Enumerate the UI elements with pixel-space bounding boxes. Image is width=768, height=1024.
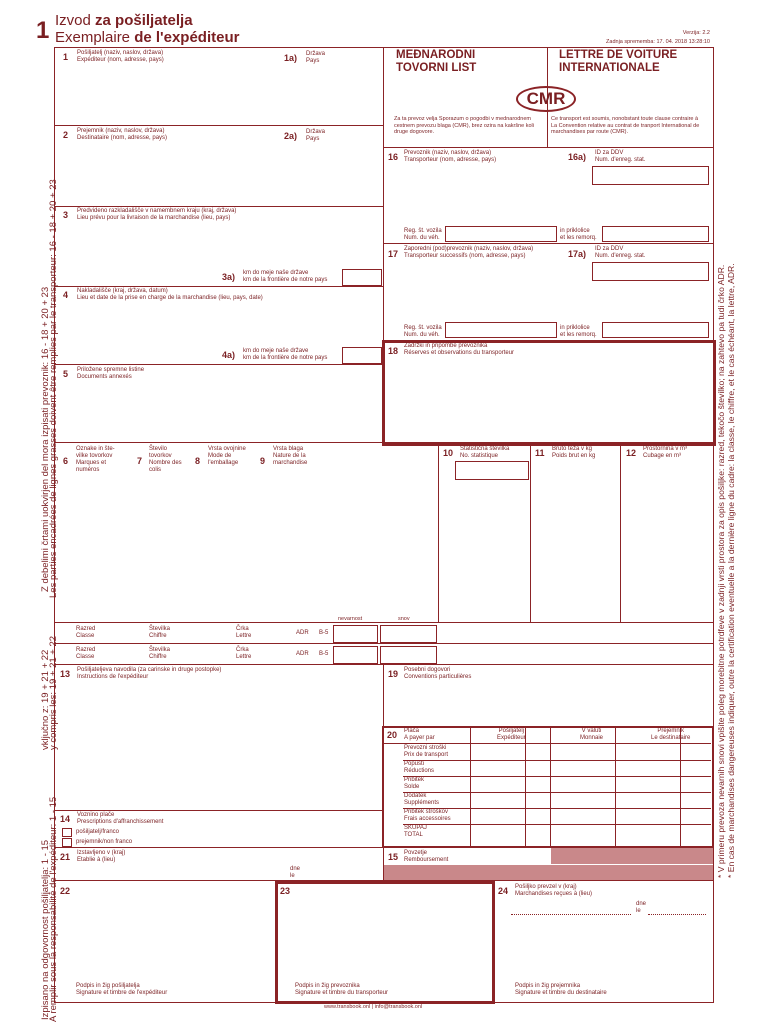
adr-row1-b5: B-5 [319,630,329,636]
field-9-label-slo: Vrsta blaga [273,446,304,452]
payment-cell-sender[interactable] [471,777,525,791]
payment-cell-currency-a[interactable] [526,761,550,775]
adr-row1-class-label-slo: Razred [76,626,96,632]
field-2a-label-fr: Pays [306,136,320,142]
field-17a-input[interactable] [592,262,709,281]
adr-row2-letter-label-fr: Lettre [236,654,252,660]
col-currency-slo: V valuti [581,728,602,734]
payment-row-label [404,777,424,791]
col-consignee [651,728,690,742]
payment-cell-sender[interactable] [471,793,525,807]
field-24-place-line[interactable] [511,914,631,915]
payment-row-label-fr: Prix de transport [404,752,449,758]
field-16-number: 16 [388,152,399,162]
field-7-label [149,446,189,474]
field-5-label-fr: Documents annexés [77,374,132,380]
field-21-label-slo: Izstavljeno v (kraj) [77,850,126,856]
field-5-number: 5 [63,369,69,379]
adr-row1-class-label [76,626,95,640]
left-note-1: Z debelimi črtami uokvirjen del mora izpisati prevoznik: 16 - 18 + 20 + 23 [40,286,51,592]
field-15-label [404,850,448,864]
payment-cell-consignee[interactable] [616,793,680,807]
field-1-label-fr: Expéditeur (nom, adresse, pays) [77,57,164,63]
field-3-label-slo: Predvideno razkladališče v namembnem kraju (kraj, država) [77,208,237,214]
left-note-5: Izpisano na odgovornost pošiljatelja: 1 - 15 [40,839,51,1020]
field-21-label [77,850,125,864]
field-12-label-fr: Cubage en m³ [643,453,682,459]
adr-row2-danger-input[interactable] [333,646,378,664]
adr-row2-substance-input[interactable] [380,646,437,664]
franco-label: pošiljatelj/franco [76,829,120,835]
field-1a-label-fr: Pays [306,58,320,64]
adr-row1-adr: ADR [296,630,309,636]
adr-row1-letter-label-slo: Črka [236,626,249,632]
non-franco-label: prejemnik/non franco [76,839,133,845]
field-17-label-slo: Zaporedni (pod)prevoznik (naziv, naslov, država) [404,246,534,252]
field-17a-label [595,246,646,260]
adr-row1-substance-input[interactable] [380,625,437,643]
copy-number: 1 [36,17,50,44]
signature-22-label-slo: Podpis in žig pošiljatelja [76,983,140,989]
field-22-number: 22 [60,886,71,896]
field-8-number: 8 [195,456,201,466]
field-20-label-slo: Plača [404,728,420,734]
left-note-2: Les parties encadrées de lignes grasses doivent être remplies par le transporteur: 16 - 18 + 20 + 23 [48,179,59,598]
signature-22-label [76,983,167,997]
signature-23-label-slo: Podpis in žig prevoznika [295,983,360,989]
payment-row-label-fr: Solde [404,784,420,790]
field-1a-number: 1a) [284,53,298,63]
payment-cell-currency-b[interactable] [551,745,615,759]
payment-cell-currency-b[interactable] [551,761,615,775]
field-15-number: 15 [388,852,399,862]
field-21-date-label-fr: le [290,873,295,879]
payment-cell-consignee[interactable] [616,745,680,759]
copy-title-slo-b: za pošiljatelja [95,12,193,29]
field-2-label [77,128,167,142]
field-2-number: 2 [63,130,69,140]
adr-row2-number-label [149,647,170,661]
field-17a-number: 17a) [568,249,587,259]
field-23-number: 23 [280,886,291,896]
field-15-shaded-bar [384,865,713,880]
field-16-label-slo: Prevoznik (naziv, naslov, država) [404,150,492,156]
field-21-date-label [290,866,300,880]
field-4-number: 4 [63,290,69,300]
payment-cell-sender[interactable] [471,825,525,839]
field-20-label-fr: A payer par [404,735,435,741]
payment-row-label-fr: TOTAL [404,832,423,838]
field-20-number: 20 [387,730,398,740]
field-17-label-fr: Transporteur successifs (nom, adresse, pays) [404,253,526,259]
field-2a-number: 2a) [284,131,298,141]
payment-row-label [404,745,448,759]
field-19-label-fr: Conventions particulières [404,674,472,680]
field-16a-input[interactable] [592,166,709,185]
field-10-input[interactable] [455,461,529,480]
field-4a-label-slo: km do meje naše države [243,348,309,354]
franco-checkbox[interactable] [62,828,72,837]
payment-row-label-slo: Pribitek [404,777,425,783]
field-4a-input[interactable] [342,347,382,364]
field-8-label [208,446,253,467]
field-18-label [404,343,514,357]
field-17-trailer-label-slo: in priklolice [560,325,590,331]
field-9-number: 9 [260,456,266,466]
field-8-label-slo: Vrsta ovojnine [208,446,246,452]
field-1-label-slo: Pošiljatelj (naziv, naslov, država) [77,50,164,56]
payment-row-label-slo: Prevozni stroški [404,745,447,751]
copy-title-fr-a: Exemplaire [55,29,131,46]
payment-cell-consignee[interactable] [616,761,680,775]
payment-row-label-slo: SKUPAJ [404,825,427,831]
payment-cell-sender[interactable] [471,745,525,759]
adr-row2-class-label-fr: Classe [76,654,95,660]
field-11-label-fr: Poids brut en kg [552,453,596,459]
adr-row2-letter-label-slo: Črka [236,647,249,653]
field-1-input[interactable] [58,66,378,122]
payment-cell-currency-a[interactable] [526,745,550,759]
field-16-label [404,150,496,164]
payment-row-label-slo: Pribitek stroškov [404,809,449,815]
field-16-reg-label [404,228,442,242]
field-16a-label-fr: Num. d'enreg. stat. [595,157,646,163]
field-13-number: 13 [60,669,71,679]
title-fr-line2: INTERNATIONALE [559,62,660,74]
field-2a-label [306,129,325,143]
signature-23-label-fr: Signature et timbre du transporteur [295,990,389,996]
field-3-label-fr: Lieu prévu pour la livraison de la marchandise (lieu, pays) [77,215,231,221]
field-17-reg-label-slo: Reg. št. vozila [404,325,442,331]
field-4a-label [243,348,327,362]
field-17-trailer-label [560,325,597,339]
field-16-reg-label-slo: Reg. št. vozila [404,228,442,234]
payment-cell-currency-b[interactable] [551,809,615,823]
adr-row1-letter-label [236,626,251,640]
col-consignee-slo: Prejemnik [657,728,685,734]
field-1-number: 1 [63,52,69,62]
field-1-label [77,50,164,64]
adr-row1-letter-label-fr: Lettre [236,633,252,639]
field-3a-input[interactable] [342,269,382,286]
left-note-6: A remplir sous la responsabilité de l'expéditeur: 1 - 15 [48,796,59,1022]
field-19-label-slo: Posebni dogovori [404,667,451,673]
adr-row2-letter-label [236,647,251,661]
adr-snov-header: snov [398,616,410,622]
footer-links[interactable]: www.transbook.onl | info@transbook.onl [324,1004,423,1010]
field-16-reg-label-fr: Num. du véh. [404,235,440,241]
field-1a-label-slo: Država [306,51,326,57]
payment-cell-currency-a[interactable] [526,825,550,839]
field-12-label-slo: Prostornina v m³ [643,446,688,452]
adr-row1-class-label-fr: Classe [76,633,95,639]
field-6-label-fr: Marques et numéros [76,460,107,473]
adr-row2-number-label-slo: Številka [149,647,171,653]
field-17-reg-input[interactable] [445,322,557,338]
field-19-number: 19 [388,669,399,679]
field-16-label-fr: Transporteur (nom, adresse, pays) [404,157,497,163]
goods-description-area[interactable] [58,482,708,618]
field-7-label-slo: Število tovorkov [149,446,172,459]
payment-cell-currency-b[interactable] [551,777,615,791]
copy-title-slo-a: Izvod [55,12,91,29]
adr-row1-number-label [149,626,170,640]
field-18-label-slo: Zadržki in pripombe prevoznika [404,343,488,349]
left-note-3: vključno z: 19 + 21 + 22 [40,649,51,750]
field-16-reg-input[interactable] [445,226,557,242]
field-17a-label-fr: Num. d'enreg. stat. [595,253,646,259]
field-3a-label [243,270,327,284]
field-10-label-fr: No. statistique [460,453,499,459]
field-24-date-label [636,901,646,915]
field-16-trailer-input[interactable] [602,226,709,242]
field-2-label-fr: Destinataire (nom, adresse, pays) [77,135,168,141]
field-24-date-line[interactable] [648,914,706,915]
right-note-1: * V primeru prevoza nevarnih snovi vpišite poleg morebitne potrdfeve v zadnji vrsti prostora za opis pošiljke: razred, tekočo številko; na zahtevo pa tudi črko ADR. [716,264,726,878]
field-14-number: 14 [60,814,71,824]
payment-cell-consignee[interactable] [616,809,680,823]
field-7-label-fr: Nombre des colis [149,460,182,473]
field-17-reg-label-fr: Num. du véh. [404,332,440,338]
field-14-label-fr: Prescriptions d'affranchissement [77,819,164,825]
field-16a-label-slo: ID za DDV [595,150,624,156]
title-fr-line1: LETTRE DE VOITURE [559,49,678,61]
payment-row-label [404,809,451,823]
adr-nevarnost-header: nevarnost [338,616,363,622]
field-5-label [77,367,144,381]
payment-row-label-slo: Popusti [404,761,425,767]
field-17-number: 17 [388,249,399,259]
adr-row2-b5: B-5 [319,651,329,657]
field-4-label [77,288,263,302]
payment-cell-currency-a[interactable] [526,793,550,807]
field-11-number: 11 [535,448,545,458]
col-sender-slo: Pošiljatelj [498,728,525,734]
field-16-trailer-label [560,228,597,242]
adr-row1-danger-input[interactable] [333,625,378,643]
field-17-trailer-label-fr: et les remorq. [560,332,597,338]
col-sender [497,728,526,742]
adr-row2-adr: ADR [296,651,309,657]
field-21-label-fr: Etablie à (lieu) [77,857,116,863]
field-16-trailer-label-fr: et les remorq. [560,235,597,241]
adr-row1-number-label-slo: Številka [149,626,171,632]
field-6-number: 6 [63,456,69,466]
payment-row-label [404,793,439,807]
field-11-label [552,446,595,460]
field-4-label-slo: Nakladališče (kraj, država, datum) [77,288,168,294]
field-18-label-fr: Réserves et observations du transporteur [404,350,515,356]
col-sender-fr: Expéditeur [497,735,526,741]
title-slo [396,49,476,75]
field-13-label-slo: Pošiljateljeva navodila (za carinske in druge postopke) [77,667,222,673]
field-5-label-slo: Priložene spremne listine [77,367,145,373]
field-24-date-label-fr: le [636,908,641,914]
signature-24-label-slo: Podpis in žig prejemnika [515,983,581,989]
field-21-number: 21 [60,852,71,862]
field-13-label-fr: Instructions de l'expéditeur [77,674,149,680]
payment-cell-currency-a[interactable] [526,777,550,791]
field-9-label-fr: Nature de la marchandise [273,453,308,466]
title-slo-line1: MEĐNARODNI [396,49,476,61]
signature-23-label [295,983,388,997]
payment-cell-sender[interactable] [471,761,525,775]
field-13-label [77,667,221,681]
field-3-label [77,208,236,222]
copy-title-fr-b: de l'expéditeur [134,29,240,46]
payment-cell-currency-a[interactable] [526,809,550,823]
field-15-shaded-amount [551,848,713,864]
cmr-logo: CMR [516,86,576,112]
col-consignee-fr: Le destinataire [651,735,691,741]
left-note-4: y compris les: 19 + 21 + 22 [48,635,59,750]
convention-fr: Ce transport est soumis, nonobstant toute clause contraire à La Convention relative au contrat de tranport International de marchandises par route (CMR). [551,116,700,135]
field-8-label-fr: Mode de l'emballage [208,453,239,466]
payment-row-label [404,761,434,775]
field-17-trailer-input[interactable] [602,322,709,338]
col-currency-fr: Monnaie [580,735,604,741]
last-change-label: Zadnja sprememba: 17. 04. 2018 13:28:10 [606,39,710,45]
field-2-label-slo: Prejemnik (naziv, naslov, država) [77,128,165,134]
payment-row-label [404,825,427,839]
payment-cell-currency-b[interactable] [551,825,615,839]
field-24-label-fr: Marchandises reçues à (lieu) [515,891,593,897]
field-15-label-fr: Remboursement [404,857,449,863]
right-note-2: * En cas de marchandises dangereuses indiquer, outre la certification eventuelle a la dernière ligne du cadre: la classe, le chiffre, et le cas échéant, la lettre, ADR. [726,263,736,878]
copy-title-slo [55,12,193,29]
payment-cell-consignee[interactable] [616,825,680,839]
field-12-label [643,446,687,460]
non-franco-checkbox[interactable] [62,838,72,847]
field-19-label [404,667,471,681]
payment-cell-consignee[interactable] [616,777,680,791]
adr-row2-number-label-fr: Chiffre [149,654,167,660]
title-fr [559,49,677,75]
field-17-label [404,246,533,260]
field-24-number: 24 [498,886,509,896]
field-17a-label-slo: ID za DDV [595,246,624,252]
title-slo-line2: TOVORNI LIST [396,62,477,74]
field-16-trailer-label-slo: in priklolice [560,228,590,234]
field-9-label [273,446,328,467]
field-10-label [460,446,509,460]
field-6-label-slo: Oznake in šte- vilke tovorkov [76,446,115,459]
field-4a-number: 4a) [222,350,236,360]
adr-row2-class-label [76,647,95,661]
signature-22-label-fr: Signature et timbre de l'expéditeur [76,990,168,996]
col-currency [580,728,603,742]
field-3a-label-fr: km de la frontière de notre pays [243,277,328,283]
field-16a-number: 16a) [568,152,587,162]
field-14-label [77,812,163,826]
field-3a-number: 3a) [222,272,236,282]
field-24-label-slo: Pošiljko prevzel v (kraj) [515,884,577,890]
payment-cell-currency-b[interactable] [551,793,615,807]
payment-row-label-slo: Dodatek [404,793,427,799]
signature-24-label [515,983,607,997]
field-3-number: 3 [63,210,69,220]
adr-row1-number-label-fr: Chiffre [149,633,167,639]
field-21-date-label-slo: dne [290,866,301,872]
field-7-number: 7 [137,456,143,466]
field-2-input[interactable] [58,144,378,202]
field-3a-label-slo: km do meje naše države [243,270,309,276]
field-18-number: 18 [388,346,399,356]
payment-cell-sender[interactable] [471,809,525,823]
field-4a-label-fr: km de la frontière de notre pays [243,355,328,361]
convention-slo: Za ta prevoz velja Sporazum o pogodbi v mednarodnem cestnem prevozu blaga (CMR), brez ozira na kakršne koli druge dogovore. [394,116,535,135]
field-20-label [404,728,435,742]
field-2a-label-slo: Država [306,129,326,135]
field-4-label-fr: Lieu et date de la prise en charge de la marchandise (lieu, pays, date) [77,295,263,301]
copy-title-fr [55,29,239,46]
field-15-label-slo: Povzetje [404,850,428,856]
field-1a-label [306,51,325,65]
payment-row-label-fr: Réductions [404,768,435,774]
field-10-label-slo: Statistična številka [460,446,510,452]
field-14-label-slo: Voznino plače [77,812,115,818]
payment-row-label-fr: Suppléments [404,800,440,806]
adr-row2-class-label-slo: Razred [76,647,96,653]
payment-row-label-fr: Frais accessoires [404,816,451,822]
field-12-number: 12 [626,448,637,458]
field-16a-label [595,150,646,164]
field-24-label [515,884,592,898]
field-17-reg-label [404,325,442,339]
version-label: Verzija: 2.2 [682,30,710,36]
field-11-label-slo: Bruto teža v kg [552,446,593,452]
field-10-number: 10 [443,448,454,458]
field-24-date-label-slo: dne [636,901,647,907]
field-6-label [76,446,126,474]
signature-24-label-fr: Signature et timbre du destinataire [515,990,607,996]
